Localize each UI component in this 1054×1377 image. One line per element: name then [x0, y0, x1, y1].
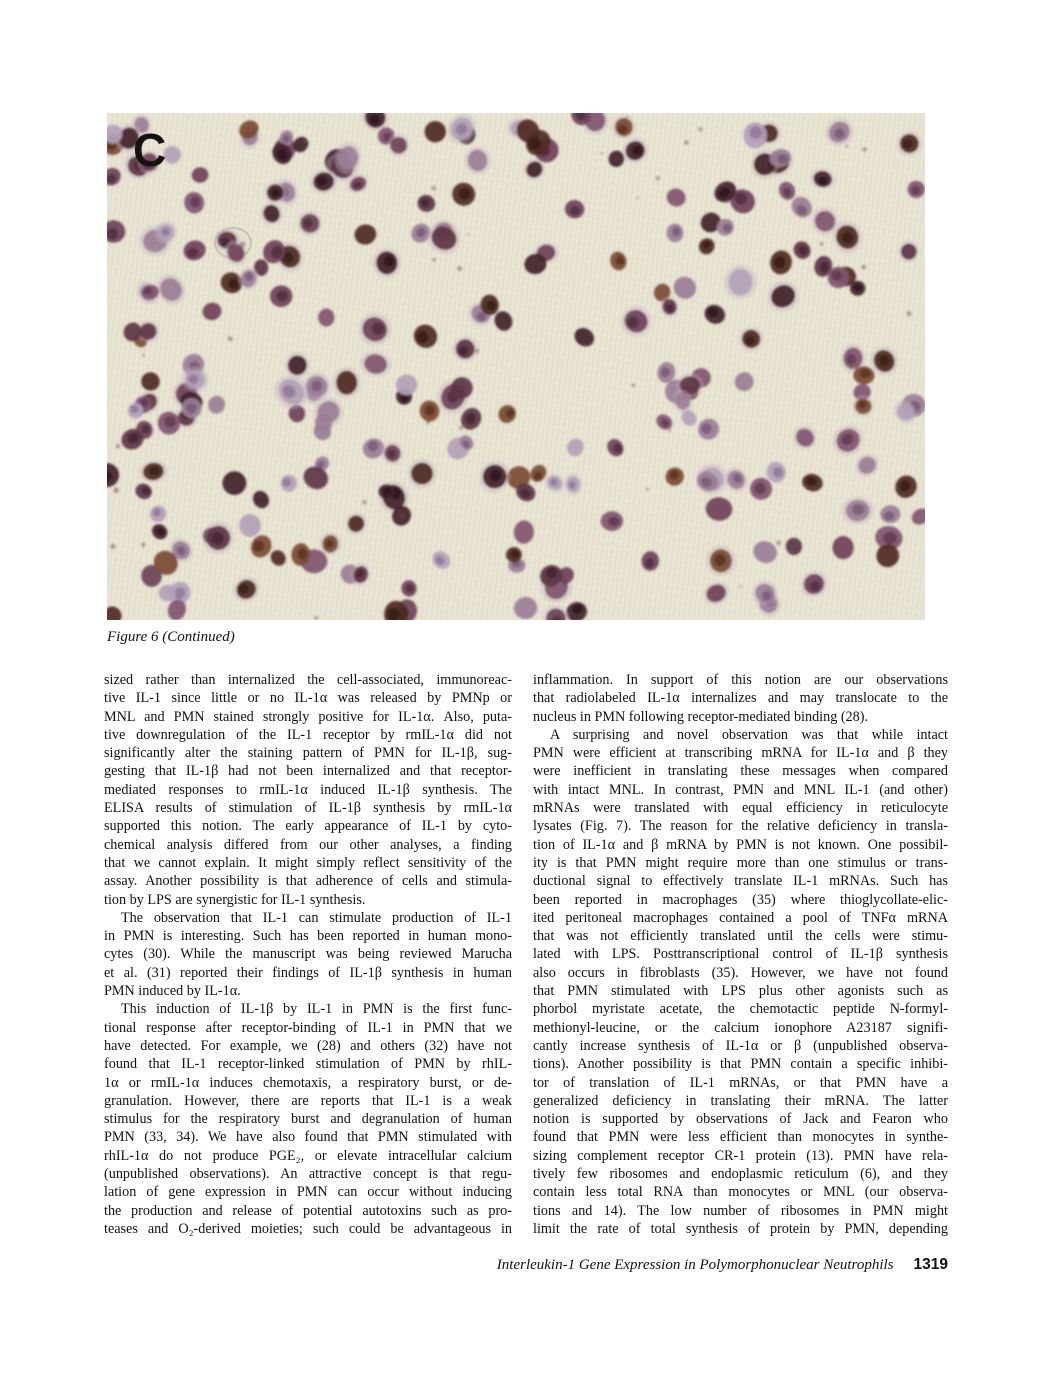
text-line: phorbol myristate acetate, the chemotactic peptide N-formyl-	[533, 1001, 948, 1018]
text-line: The observation that IL-1 can stimulate production of IL-1	[121, 909, 512, 926]
text-line: MNL and PMN stained strongly positive for IL-1α. Also, puta-	[104, 708, 512, 725]
text-line: that was not efficiently translated until the cells were stimu-	[533, 928, 948, 945]
text-line: limit the rate of total synthesis of protein by PMN, depending	[533, 1220, 948, 1237]
text-line: PMN were efficient at transcribing mRNA for IL-1α and β they	[533, 745, 948, 762]
text-line: methionyl-leucine, or the calcium ionophore A23187 signifi-	[533, 1019, 948, 1036]
text-line: PMN (33, 34). We have also found that PMN stimulated with	[104, 1129, 512, 1146]
text-line: PMN induced by IL-1α.	[104, 983, 241, 1000]
text-line: mediated responses to rmIL-1α induced IL-1β synthesis. The	[104, 781, 512, 798]
text-line: significantly alter the staining pattern of PMN for IL-1β, sug-	[104, 745, 512, 762]
text-line: A surprising and novel observation was that while intact	[550, 726, 948, 743]
text-line: rhIL-1α do not produce PGE₂, or elevate intracellular calcium	[104, 1147, 512, 1164]
text-line: contain less total RNA than monocytes or MNL (our observa-	[533, 1184, 948, 1201]
text-line: lated with LPS. Posttranscriptional control of IL-1β synthesis	[533, 946, 948, 963]
text-line: sized rather than internalized the cell-associated, immunoreac-	[104, 672, 512, 688]
text-line: that PMN stimulated with LPS plus other agonists such as	[533, 983, 948, 1000]
text-line: gesting that IL-1β had not been internalized and that receptor-	[104, 763, 512, 780]
text-line: tive IL-1 since little or no IL-1α was released by PMNp or	[104, 690, 512, 707]
text-line: tions). Another possibility is that PMN contain a specific inhibi-	[533, 1056, 948, 1073]
text-line: ductional signal to effectively translate IL-1 mRNAs. Such has	[533, 873, 948, 890]
text-line: notion is supported by observations of Jack and Fearon who	[533, 1111, 948, 1128]
text-line: (unpublished observations). An attractive concept is that regu-	[104, 1166, 512, 1183]
text-line: stimulus for the respiratory burst and degranulation of human	[104, 1111, 512, 1128]
left-text-column	[104, 671, 512, 1238]
text-line: 1α or rmIL-1α induces chemotaxis, a respiratory burst, or de-	[104, 1074, 512, 1091]
text-line: been reported in macrophages (35) where thioglycollate-elic-	[533, 891, 948, 908]
text-line: in PMN is interesting. Such has been reported in human mono-	[104, 928, 512, 945]
text-line: This induction of IL-1β by IL-1 in PMN is the first func-	[121, 1001, 512, 1018]
text-line: lysates (Fig. 7). The reason for the relative deficiency in transla-	[533, 818, 948, 835]
text-line: tor of translation of IL-1 mRNAs, or that PMN have a	[533, 1074, 948, 1091]
running-title: Interleukin-1 Gene Expression in Polymorphonuclear Neutrophils	[496, 1257, 894, 1273]
text-line: ited peritoneal macrophages contained a pool of TNFα mRNA	[533, 909, 948, 926]
text-line: found that PMN were less efficient than monocytes in synthe-	[533, 1129, 948, 1146]
text-line: have detected. For example, we (28) and others (32) have not	[104, 1037, 512, 1054]
text-line: inflammation. In support of this notion are our observations	[533, 672, 948, 688]
text-line: with intact MNL. In contrast, PMN and MNL IL-1 (and other)	[533, 781, 948, 798]
text-line: lation of gene expression in PMN can occur without inducing	[104, 1184, 512, 1201]
text-line: nucleus in PMN following receptor-mediated binding (28).	[533, 708, 869, 725]
text-line: granulation. However, there are reports that IL-1 is a weak	[104, 1092, 512, 1109]
text-line: that we cannot explain. It might simply reflect sensitivity of the	[104, 854, 512, 871]
text-line: tive downregulation of the IL-1 receptor by rmIL-1α did not	[104, 726, 512, 743]
text-line: ELISA results of stimulation of IL-1β synthesis by rmIL-1α	[104, 800, 512, 817]
panel-label: C	[133, 124, 167, 176]
figure-caption: Figure 6 (Continued)	[107, 629, 235, 645]
text-line: sizing complement receptor CR-1 protein (13). PMN have rela-	[533, 1147, 948, 1164]
text-line: teases and O₂-derived moieties; such could be advantageous in	[104, 1220, 512, 1237]
text-line: chemical analysis differed from our other analyses, a finding	[104, 836, 512, 853]
text-line: supported this notion. The early appearance of IL-1 by cyto-	[104, 818, 512, 835]
text-line: tively few ribosomes and endoplasmic reticulum (6), and they	[533, 1166, 948, 1183]
text-line: also occurs in fibroblasts (35). However, we have not found	[533, 964, 948, 981]
text-line: et al. (31) reported their findings of IL-1β synthesis in human	[104, 964, 512, 981]
text-line: cytes (30). While the manuscript was being reviewed Marucha	[104, 946, 512, 963]
text-line: tion by LPS are synergistic for IL-1 synthesis.	[104, 891, 366, 908]
micrograph-cells	[107, 113, 925, 620]
text-line: assay. Another possibility is that adherence of cells and stimula-	[104, 873, 512, 890]
text-line: were inefficient in translating these messages when compared	[533, 763, 948, 780]
text-line: generalized deficiency in translating their mRNA. The latter	[533, 1092, 948, 1109]
micrograph-image	[107, 113, 925, 620]
text-line: tion of IL-1α and β mRNA by PMN is not known. One possibil-	[533, 836, 948, 853]
text-line: that radiolabeled IL-1α internalizes and may translocate to the	[533, 690, 948, 707]
page-footer	[104, 1256, 948, 1274]
page-number: 1319	[913, 1256, 948, 1273]
text-line: cantly increase synthesis of IL-1α or β (unpublished observa-	[533, 1037, 948, 1054]
text-line: tional response after receptor-binding of IL-1 in PMN that we	[104, 1019, 512, 1036]
text-line: found that IL-1 receptor-linked stimulation of PMN by rhIL-	[104, 1056, 512, 1073]
right-text-column	[533, 671, 948, 1238]
text-line: mRNAs were translated with equal efficiency in reticulocyte	[533, 800, 948, 817]
text-line: the production and release of potential autotoxins such as pro-	[104, 1202, 512, 1219]
text-line: ity is that PMN might require more than one stimulus or trans-	[533, 854, 948, 871]
text-line: tions and 14). The low number of ribosomes in PMN might	[533, 1202, 948, 1219]
